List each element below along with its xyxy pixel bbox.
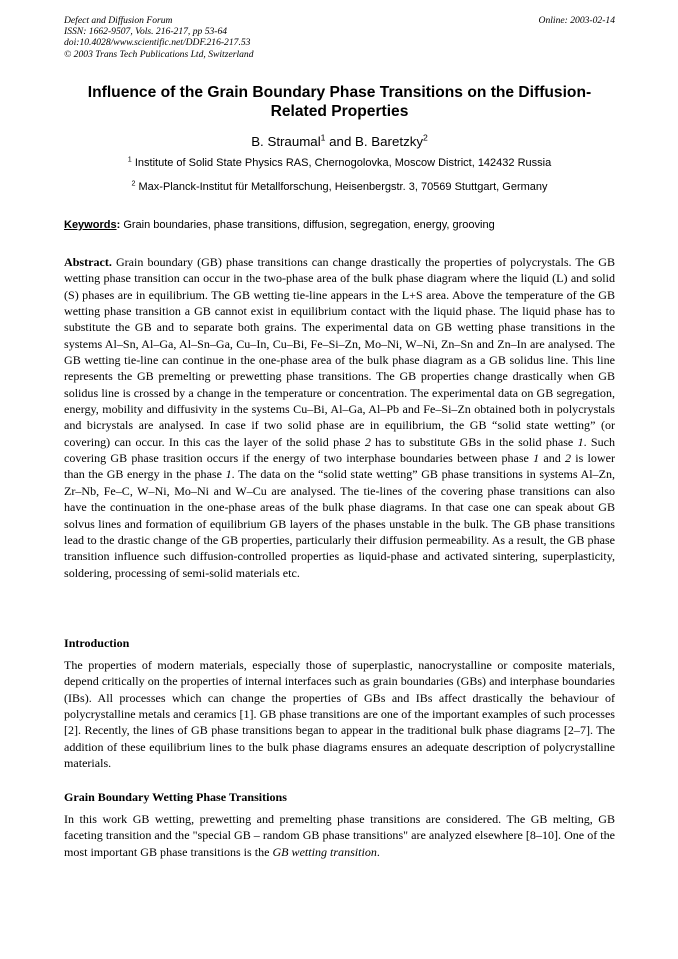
journal-header: [64, 15, 615, 60]
author-line: [64, 134, 615, 150]
journal-name: Defect and Diffusion Forum: [64, 15, 173, 26]
introduction-paragraph: The properties of modern materials, especially those of superplastic, nanocrystalline or composite materials, depend critically on the properties of internal interfaces such as grain boundaries (GBs) and interphase boundaries (IBs). All processes which can change the properties of GBs and IBs affect drastically the behaviour of polycrystalline metals and ceramics [1]. GB phase transitions are one of the important examples of such processes [2]. Recently, the lines of GB phase transitions began to appear in the traditional bulk phase diagrams [2–7]. The addition of these equilibrium lines to the bulk phase diagrams ensures an adequate description of polycrystalline materials.: [64, 658, 615, 771]
affiliation-text: Institute of Solid State Physics RAS, Chernogolovka, Moscow District, 142432 Russia: [134, 157, 552, 169]
author-name: B. Baretzky: [355, 134, 424, 149]
affiliation: [64, 157, 615, 170]
abstract-paragraph: [64, 254, 615, 581]
abstract-text: . The data on the “solid state wetting” GB phase transitions in systems Al–Zn, Zr–Nb, Fe–C, W–Ni, Mo–Ni and W–Cu are analysed. The tie-lines of the covering phase transitions can also have the continuation in the one-phase areas of the bulk phase diagrams. In that case one can speak about GB solvus lines and formation of equilibrium GB layers of the phases unstable in the bulk. The GB phase transitions lead to the drastic change of the GB properties, particularly their diffusion permeability. As a result, the GB phase transition influence such diffusion-controlled properties as liquid-phase and activated sintering, superplasticity, soldering, processing of semi-solid materials etc.: [64, 467, 615, 580]
section-heading-gb-wetting: Grain Boundary Wetting Phase Transitions: [64, 790, 287, 804]
abstract-text: . Such covering GB phase trasition occurs if the energy of two interphase boundaries between phase: [64, 434, 616, 466]
online-date: Online: 2003-02-14: [538, 15, 615, 26]
author-conjunction: and: [325, 134, 356, 149]
keywords-label: Keywords: [64, 219, 117, 231]
gb-wetting-paragraph: [64, 811, 615, 860]
paragraph-text: In this work GB wetting, prewetting and premelting phase transitions are considered. The GB melting, GB faceting transition and the "special GB – random GB phase transitions" are analyzed elsewhere [8–10]. One of the most important GB phase transitions is the: [64, 812, 615, 859]
phase-number: 2: [565, 451, 572, 466]
phase-number: 1: [577, 434, 584, 449]
abstract-text: is lower than the GB energy in the phase: [64, 451, 615, 482]
phase-number: 1: [533, 451, 540, 466]
paragraph-text: .: [376, 844, 380, 859]
affiliation-mark: 2: [131, 179, 136, 188]
copyright-line: © 2003 Trans Tech Publications Ltd, Switzerland: [64, 48, 254, 60]
abstract-label: Abstract.: [64, 255, 112, 269]
author-affiliation-mark: 2: [423, 132, 428, 143]
phase-number: 2: [364, 434, 371, 449]
abstract-text: has to substitute GBs in the solid phase: [370, 434, 578, 449]
abstract-text: and: [539, 451, 566, 466]
phase-number: 1: [225, 467, 232, 482]
doi-line: doi:10.4028/www.scientific.net/DDF.216-217.53: [64, 37, 251, 49]
emphasis-term: GB wetting transition: [272, 844, 377, 859]
affiliation-mark: 1: [127, 155, 132, 164]
abstract-text: Grain boundary (GB) phase transitions can change drastically the properties of polycrystals. The GB wetting phase transition can occur in the two-phase area of the bulk phase diagram where the liquid (L) and solid (S) phases are in equilibrium. The GB wetting tie-line appears in the L+S area. Above the temperature of the GB wetting phase transition a GB cannot exist in equilibrium contact with the liquid phase. The liquid phase has to substitute the GB and to separate both grains. The experimental data on GB wetting phase transitions in the systems Al–Sn, Al–Ga, Al–Sn–Ga, Cu–In, Cu–Bi, Fe–Si–Zn, Mo–Ni, W–Ni, Zn–Sn and Zn–In are analysed. The GB wetting tie-line can continue in the one-phase area of the bulk phase diagram as a GB solidus line. This line represents the GB premelting or prewetting phase transitions. The GB properties change drastically when GB solidus line is crossed by a change in the temperature or concentration. The experimental data on GB segregation, energy, mobility and diffusivity in the systems Cu–Bi, Al–Ga, Al–Pb and Fe–Si–Zn obtained both in polycrystals and bicrystals are analysed. In case if two solid phase are in equilibrium, the GB “solid state wetting” (or covering) can occur. In this cas the layer of the solid phase: [64, 255, 615, 449]
affiliation-text: Max-Planck-Institut für Metallforschung, Heisenbergstr. 3, 70569 Stuttgart, Germany: [138, 181, 548, 193]
affiliation: [64, 181, 615, 194]
author-affiliation-mark: 1: [320, 132, 326, 143]
issn-line: ISSN: 1662-9507, Vols. 216-217, pp 53-64: [64, 26, 228, 38]
keywords-text: Grain boundaries, phase transitions, diffusion, segregation, energy, grooving: [123, 219, 495, 231]
paper-title: Influence of the Grain Boundary Phase Transitions on the Diffusion-Related Properties: [87, 84, 592, 120]
section-heading-introduction: Introduction: [64, 636, 130, 650]
keywords-line: Keywords: Grain boundaries, phase transitions, diffusion, segregation, energy, grooving: [64, 219, 495, 231]
author-name: B. Straumal: [251, 134, 321, 149]
